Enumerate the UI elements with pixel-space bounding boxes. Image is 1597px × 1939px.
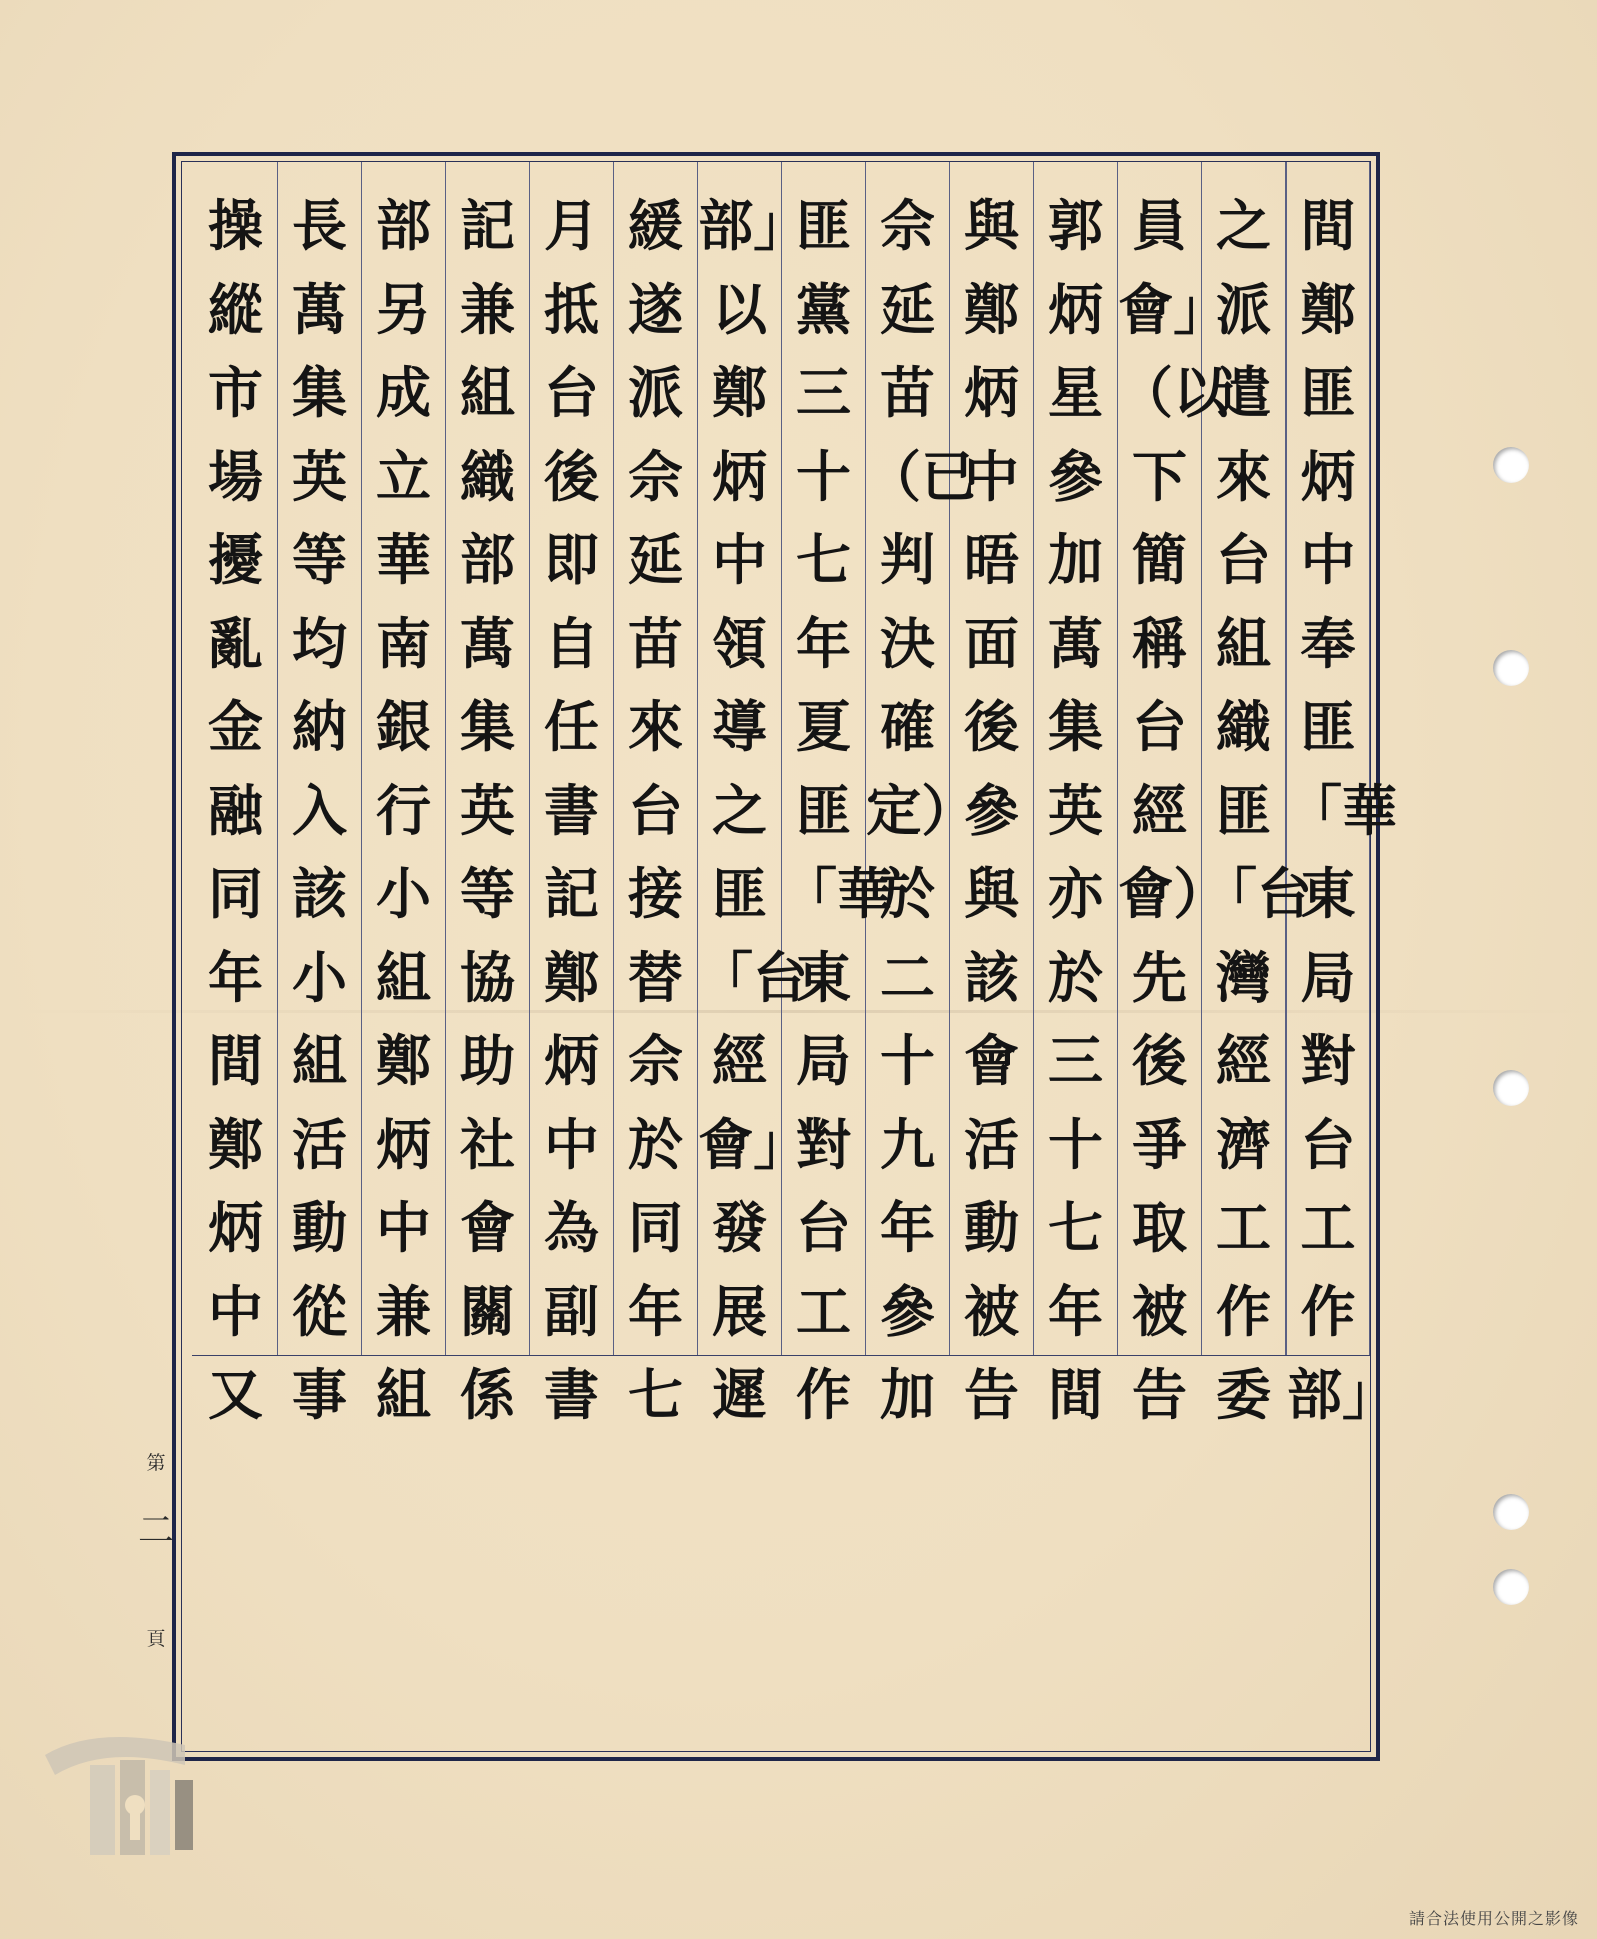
- text-column-7: [782, 162, 893, 1427]
- column-text: 之派遣來台組織匪「台灣經濟工作委: [1202, 193, 1313, 1427]
- column-text: 操縱市場擾亂金融同年間鄭炳中又: [207, 193, 263, 1427]
- usage-notice: 請合法使用公開之影像: [1408, 1909, 1579, 1928]
- text-column-4: [1034, 162, 1118, 1427]
- page-marker-ye: 頁: [146, 1628, 166, 1650]
- body-divider: [192, 1355, 1370, 1356]
- page-number: 二: [137, 1510, 174, 1551]
- column-text: 間鄭匪炳中奉匪「華東局對台工作部」: [1287, 193, 1398, 1427]
- text-column-9: [614, 162, 698, 1427]
- column-text: 記兼組織部萬集英等協助社會關係: [459, 193, 515, 1427]
- text-column-2: [1202, 162, 1313, 1427]
- text-column-8: [698, 162, 809, 1427]
- archive-logo-icon: [35, 1725, 205, 1875]
- text-column-12: [362, 162, 446, 1427]
- column-text: 匪黨三十七年夏匪「華東局對台工作: [782, 193, 893, 1427]
- text-column-5: [950, 162, 1034, 1427]
- column-text: 部另成立華南銀行小組鄭炳中兼組: [375, 193, 431, 1427]
- column-text: 月抵台後即自任書記鄭炳中為副書: [543, 193, 599, 1427]
- binder-hole-icon: [1493, 447, 1529, 483]
- column-text: 佘延苗（已判決確定）於二十九年參加: [866, 193, 977, 1427]
- column-text: 郭炳星參加萬集英亦於三十七年間: [1047, 193, 1103, 1427]
- column-text: 部」以鄭炳中領導之匪「台經會」發展遲: [698, 193, 809, 1427]
- text-column-10: [530, 162, 614, 1427]
- text-column-11: [446, 162, 530, 1427]
- page-marker-di: 第: [146, 1452, 166, 1474]
- binder-hole-icon: [1493, 1569, 1529, 1605]
- text-column-1: [1286, 162, 1398, 1427]
- text-column-3: [1118, 162, 1229, 1427]
- text-column-14: [194, 162, 278, 1427]
- column-text: 緩遂派佘延苗來台接替佘於同年七: [627, 193, 683, 1427]
- column-text: 與鄭炳中晤面後參與該會活動被告: [963, 193, 1019, 1427]
- binder-hole-icon: [1493, 1494, 1529, 1530]
- binder-hole-icon: [1493, 1070, 1529, 1106]
- text-column-6: [866, 162, 977, 1427]
- column-text: 員會」（以下簡稱台經會）先後爭取被告: [1118, 193, 1229, 1427]
- text-column-13: [278, 162, 362, 1427]
- column-text: 長萬集英等均納入該小組活動從事: [291, 193, 347, 1427]
- binder-hole-icon: [1493, 650, 1529, 686]
